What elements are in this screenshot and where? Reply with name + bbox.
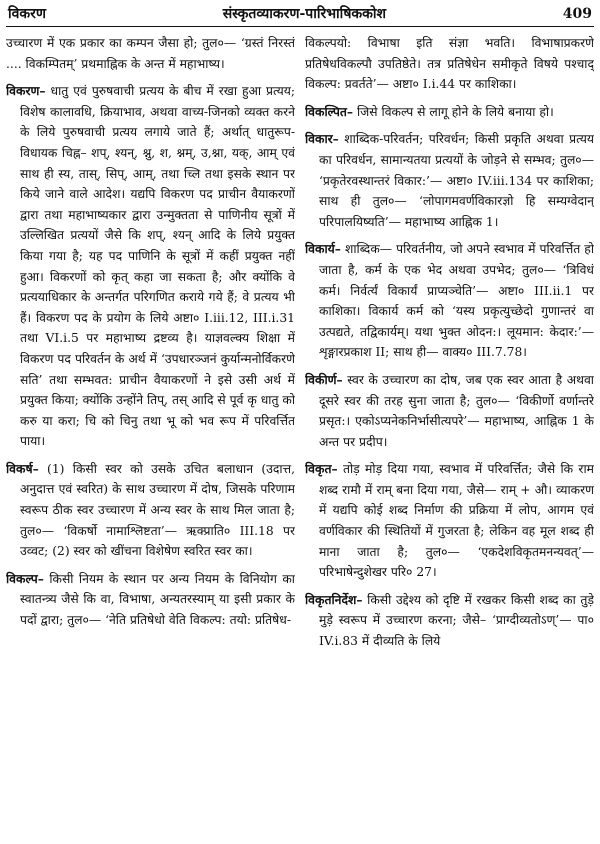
entry-vikara (305, 129, 594, 232)
running-head-left: विकरण (8, 6, 47, 22)
entry-continuation (6, 33, 295, 74)
entry-vikarya (305, 239, 594, 363)
entry-body: किसी उद्देश्य को दृष्टि में रखकर किसी शब्द का तुड़े मुड़े स्वरूप में उच्चारण करना; जैसे– ‘प्राग्दीव्यतोऽण्’— पा० IV.i.83 में दीव्यति के लिये (319, 592, 594, 649)
headword: विकृत– (305, 461, 338, 477)
entry-body: (1) किसी स्वर को उसके उचित बलाधान (उदात्त, अनुदात्त एवं स्वरित) के साथ उच्चारण में दोष, जिसके परिणाम स्वरूप ठीक स्वर उच्चारण में अन्य स्वर के साथ मिल जाता है; तुल०— ‘विकर्षो नामाश्लिष्टता’— ऋक्प्राति० III.18 पर उव्वट; (2) स्वर को खींचना विशेषेण स्वरित स्वर का। (20, 461, 295, 559)
entry-body: धातु एवं पुरुषवाची प्रत्यय के बीच में रखा हुआ प्रत्यय; विशेष कालावधि, क्रियाभाव, अथवा वाच्य-जिनको व्यक्त करने के लिये पुरुषवाची प्रत्यय लगाये जाते हैं; अर्थात् धातुरूप-विधायक चिह्न– शप्, श्यन्, श्नु, श, श्नम्, उ,श्ना, यक्, आम् एवं साथ ही स्य, तास्, सिप्, आम्, तथा च्लि तथा इसके स्थान पर किये जाने वाले आदेश। यद्यपि विकरण पद प्राचीन वैयाकरणों द्वारा तथा महाभाष्यकार द्वारा उन्मुक्तता से पाणिनीय सूत्रों में उल्लिखित प्रत्ययों जैसे कि शप्, श्यन् आदि के लिये प्रयुक्त किया गया है; यह पद पाणिनि के सूत्रों में कहीं प्रयुक्त नहीं हुआ। विकरणों को कृत् कहा जा सकता है; और क्योंकि वे प्रत्ययाधिकार के अन्तर्गत परिगणित कराये गये हैं; वे प्रत्यय भी हैं। विकरण पद के प्रयोग के लिये अष्टा० I.iii.12, III.i.31 तथा VI.i.5 पर महाभाष्य द्रष्टव्य है। याज्ञवल्क्य शिक्षा में विकरण पद परिवर्तन के अर्थ में ‘उपधारञ्जनं कुर्यान्मनोर्विकरणे सति’ तथा सम्भवत: प्राचीन वैयाकरणों ने इसे उसी अर्थ में प्रयुक्त किया; क्योंकि उन्होंने तिप्, तस् आदि से पूर्व कृ धातु को करु या करा; चि को चिनु तथा भू को भव रूप में परिवर्त्तित पाया। (20, 84, 295, 449)
entry-vikalpita (305, 102, 594, 123)
headword: विकरण– (6, 83, 46, 99)
headword: विकार– (305, 131, 339, 147)
entry-vikirna (305, 370, 594, 452)
entry-continuation (305, 33, 594, 95)
headword: विकार्य– (305, 241, 341, 257)
left-column (6, 33, 295, 841)
right-column (305, 33, 594, 841)
entry-body: विकल्पयो: विभाषा इति संज्ञा भवति। विभाषाप्रकरणे प्रतिषेधविकल्पौ उपतिष्ठेते। तत्र प्रतिषेधेन समीकृते विषये पश्चाद् विकल्प: प्रवर्तते’— अष्टा० I.i.44 पर काशिका। (305, 36, 594, 92)
entry-body: किसी नियम के स्थान पर अन्य नियम के विनियोग का स्वातन्त्र्य जैसे कि वा, विभाषा, अन्यतरस्याम् या इसी प्रकार के पदों द्वारा; तुल०— ‘नेति प्रतिषेधो वेति विकल्प: तयो: प्रतिषेध- (20, 571, 295, 628)
running-head-title: संस्कृतव्याकरण-पारिभाषिककोश (222, 6, 387, 22)
entry-body: शाब्दिक— परिवर्तनीय, जो अपने स्वभाव में परिवर्त्तित हो जाता है, कर्म के एक भेद अथवा उपभेद; तुल०— ‘त्रिविधं कर्म। निर्वर्त्यं विकार्यं प्राप्यञ्चेति’— अष्टा० III.ii.1 पर काशिका। विकार्य कर्म को ‘यस्य प्रकृत्युच्छेदो गुणान्तरं वा उत्पद्यते, तद्विकार्यम्। यथा भुक्त ओदन:। लूयमान: केदार:’— शृङ्गारप्रकाश II; साथ ही— वाक्य० III.7.78। (319, 242, 594, 360)
headword: विकृतनिर्देश– (305, 591, 363, 607)
page-header (6, 4, 594, 27)
headword: विकल्प– (6, 570, 44, 586)
headword: विकर्ष– (6, 460, 39, 476)
entry-vikarana (6, 81, 295, 452)
entry-body: उच्चारण में एक प्रकार का कम्पन जैसा हो; तुल०— ‘ग्रस्तं निरस्तं .... विकम्पितम्’ प्रथमाह्निक के अन्त में महाभाष्य। (6, 36, 295, 71)
entry-body: जिसे विकल्प से लागू होने के लिये बनाया हो। (353, 104, 554, 119)
page-number: 409 (562, 6, 592, 22)
entry-vikalpa (6, 569, 295, 631)
entry-vikrita (305, 459, 594, 583)
entry-vikarsha (6, 459, 295, 562)
headword: विकीर्ण– (305, 371, 343, 387)
entry-body: शाब्दिक-परिवर्तन; परिवर्धन; किसी प्रकृति अथवा प्रत्यय का परिवर्धन, सामान्यतया प्रत्ययों के जोड़ने से सम्भव; तुल०— ‘प्रकृतेरवस्थान्तरं विकार:’— अष्टा० IV.iii.134 पर काशिका; साथ ही तुल०— ‘लोपागमवर्णविकारज्ञो हि सम्यग्वेदान् परिपालयिष्यति’— महाभाष्य आह्निक 1। (319, 132, 594, 229)
headword: विकल्पित– (305, 103, 354, 119)
entry-vikritanirdesha (305, 590, 594, 652)
text-columns (6, 33, 594, 841)
entry-body: स्वर के उच्चारण का दोष, जब एक स्वर आता है अथवा दूसरे स्वर की तरह सुना जाता है; तुल०— ‘विकीर्णो वर्णान्तरे प्रसृत:। एकोऽप्यनेकनिर्भासीत्यपरे’— महाभाष्य, आह्निक 1 के अन्त पर प्रदीप। (319, 372, 594, 449)
entry-body: तोड़ मोड़ दिया गया, स्वभाव में परिवर्त्तित; जैसे कि राम शब्द रामौ में राम् बना दिया गया, जैसे— राम् + औ। व्याकरण में यद्यपि कोई शब्द निर्माण की प्रक्रिया में लोप, आगम एवं वर्णविकार की स्थितियों में गुजरता है; लेकिन वह मूल शब्द ही माना जाता है; तुल०— ‘एकदेशविकृतमनन्यवत्’— परिभाषेन्दुशेखर परि० 27। (319, 462, 594, 580)
